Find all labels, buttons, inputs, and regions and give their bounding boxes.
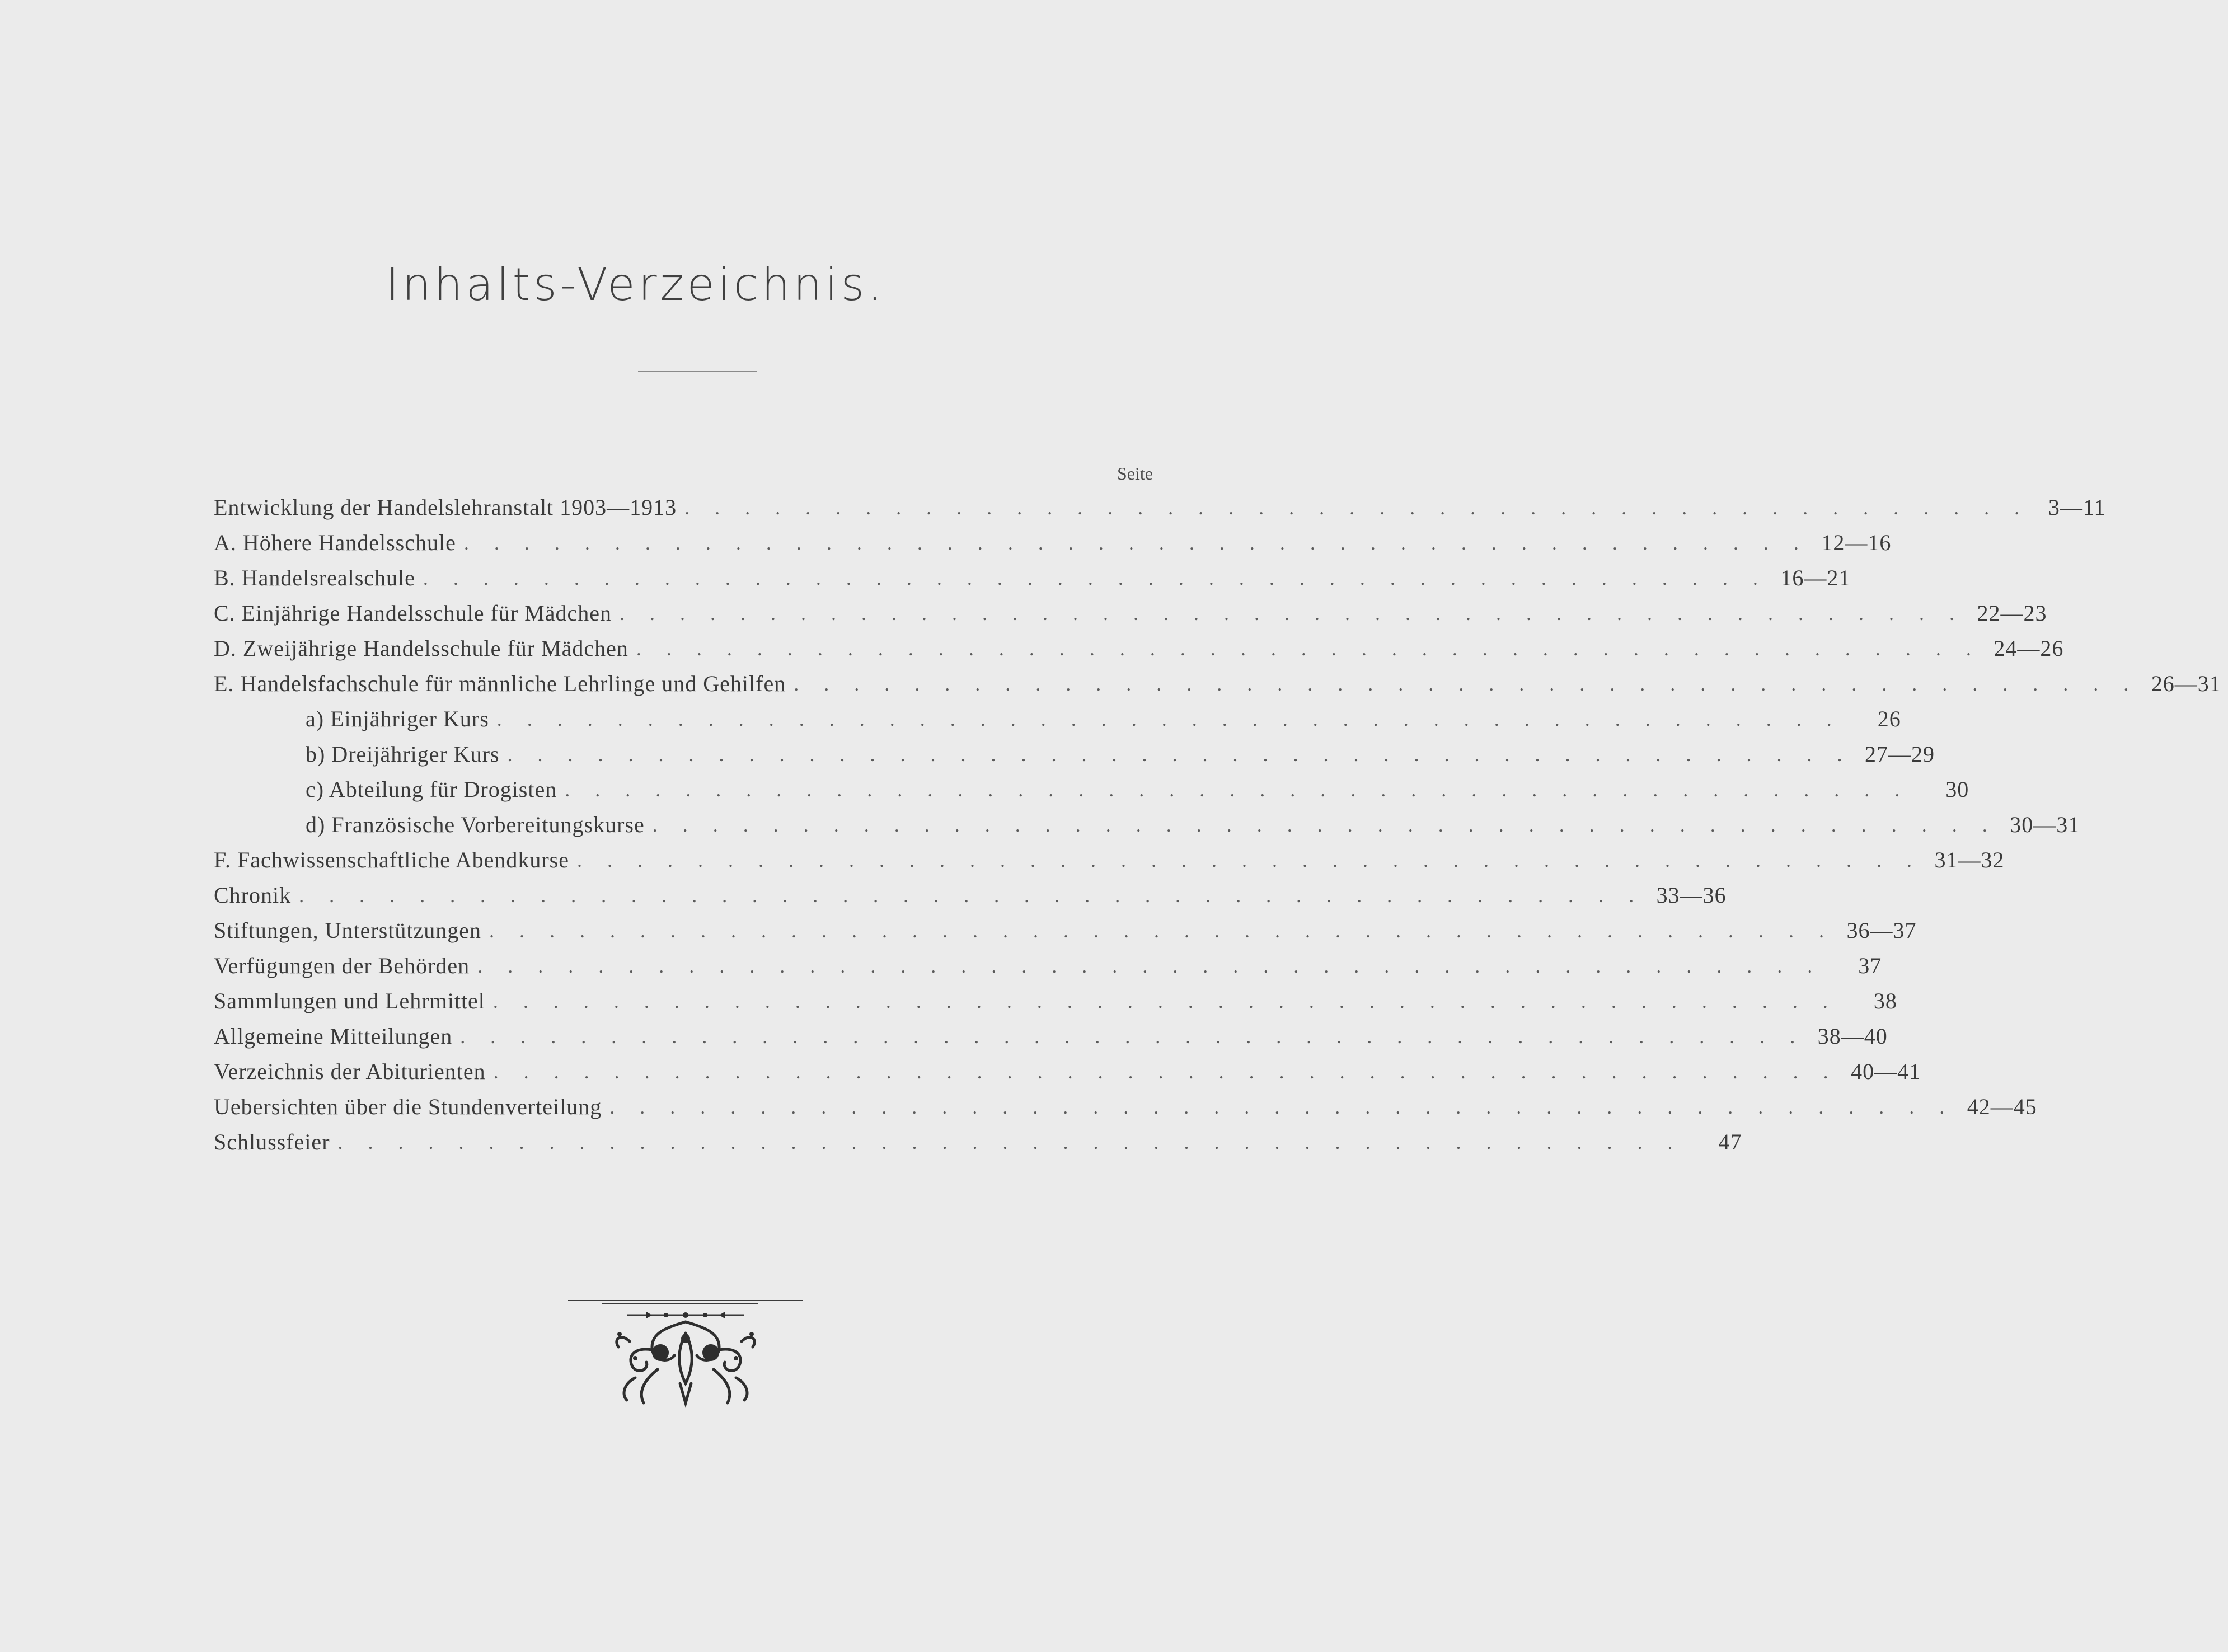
toc-entry — [214, 521, 1892, 556]
floral-ornament-icon — [568, 1299, 803, 1411]
dot-leader: . . . . . . . . . . . . . . . . . . . . . . . . . . . . . . . . . . . . . . . . . . . . . — [684, 496, 2030, 519]
dot-leader: . . . . . . . . . . . . . . . . . . . . . . . . . . . . . . . . . . . . . . . . . . . . . — [299, 884, 1644, 907]
toc-entry-title: c) Abteilung für Drogisten — [306, 777, 557, 802]
toc-entry-title: d) Französische Vorbereitungskurse — [306, 812, 645, 837]
toc-entry-pages: 38—40 — [1817, 1024, 1888, 1049]
dot-leader: . . . . . . . . . . . . . . . . . . . . . . . . . . . . . . . . . . . . . . . . . . . . . — [337, 1131, 1683, 1153]
toc-entry-pages: 31—32 — [1934, 847, 2005, 872]
toc-entry — [214, 733, 1935, 768]
dot-leader: . . . . . . . . . . . . . . . . . . . . . . . . . . . . . . . . . . . . . . . . . . . . . — [652, 814, 1997, 836]
toc-entry-pages: 26 — [1877, 706, 1901, 731]
toc-entry — [214, 944, 1882, 979]
toc-entry — [214, 838, 2005, 874]
toc-entry — [214, 1050, 1921, 1085]
toc-entry-title: Schlussfeier — [214, 1129, 330, 1154]
toc-entry-pages: 22—23 — [1977, 600, 2047, 626]
toc-entry — [214, 627, 2064, 662]
dot-leader: . . . . . . . . . . . . . . . . . . . . . . . . . . . . . . . . . . . . . . . . . . . . . — [493, 1060, 1838, 1083]
dot-leader: . . . . . . . . . . . . . . . . . . . . . . . . . . . . . . . . . . . . . . . . . . . . . — [489, 919, 1835, 942]
toc-entry-pages: 26—31 — [2151, 671, 2221, 696]
page-title: Inhalts-Verzeichnis. — [386, 259, 885, 311]
toc-entry-title: Chronik — [214, 883, 292, 908]
toc-entry — [214, 556, 1851, 592]
toc-entry — [214, 1015, 1888, 1050]
toc-entry-pages: 3—11 — [2048, 495, 2106, 520]
toc-entry-title: Sammlungen und Lehrmittel — [214, 988, 485, 1013]
dot-leader: . . . . . . . . . . . . . . . . . . . . . . . . . . . . . . . . . . . . . . . . . . . . . — [477, 955, 1823, 977]
toc-entry — [214, 1085, 2037, 1120]
toc-entry-title: b) Dreijähriger Kurs — [306, 741, 500, 767]
toc-entry-pages: 24—26 — [1994, 636, 2064, 661]
dot-leader: . . . . . . . . . . . . . . . . . . . . . . . . . . . . . . . . . . . . . . . . . . . . . — [460, 1025, 1805, 1048]
toc-entry — [214, 486, 2106, 521]
toc-entry-title: B. Handelsrealschule — [214, 565, 415, 590]
toc-entry — [214, 592, 2047, 627]
table-of-contents — [214, 486, 2221, 1156]
toc-entry-pages: 40—41 — [1851, 1059, 1921, 1084]
toc-entry — [214, 874, 1727, 909]
toc-entry-pages: 33—36 — [1656, 883, 1727, 908]
toc-entry — [214, 1120, 1742, 1156]
dot-leader: . . . . . . . . . . . . . . . . . . . . . . . . . . . . . . . . . . . . . . . . . . . . . — [620, 602, 1965, 625]
dot-leader: . . . . . . . . . . . . . . . . . . . . . . . . . . . . . . . . . . . . . . . . . . . . . — [463, 532, 1809, 554]
dot-leader: . . . . . . . . . . . . . . . . . . . . . . . . . . . . . . . . . . . . . . . . . . . . . — [636, 637, 1981, 660]
toc-entry-pages: 38 — [1873, 988, 1897, 1013]
toc-entry-pages: 30—31 — [2010, 812, 2080, 837]
toc-entry-title: Allgemeine Mitteilungen — [214, 1024, 453, 1049]
toc-entry-title: F. Fachwissenschaftliche Abendkurse — [214, 847, 569, 872]
toc-entry-title: Uebersichten über die Stundenverteilung — [214, 1094, 602, 1119]
toc-entry-title: a) Einjähriger Kurs — [306, 706, 489, 731]
dot-leader: . . . . . . . . . . . . . . . . . . . . . . . . . . . . . . . . . . . . . . . . . . . . . — [609, 1096, 1955, 1118]
toc-entry-title: Verzeichnis der Abiturienten — [214, 1059, 486, 1084]
dot-leader: . . . . . . . . . . . . . . . . . . . . . . . . . . . . . . . . . . . . . . . . . . . . . — [577, 849, 1922, 871]
toc-entry-pages: 37 — [1858, 953, 1882, 978]
toc-entry — [214, 803, 2080, 838]
toc-entry-title: E. Handelsfachschule für männliche Lehrlinge und Gehilfen — [214, 671, 786, 696]
toc-entry — [214, 697, 1901, 733]
toc-entry — [214, 979, 1897, 1015]
toc-entry-title: Entwicklung der Handelslehranstalt 1903—1913 — [214, 495, 677, 520]
toc-entry-title: Verfügungen der Behörden — [214, 953, 470, 978]
dot-leader: . . . . . . . . . . . . . . . . . . . . . . . . . . . . . . . . . . . . . . . . . . . . . — [496, 708, 1842, 730]
title-divider — [638, 371, 757, 372]
toc-entry-pages: 12—16 — [1821, 530, 1892, 555]
toc-entry — [214, 909, 1917, 944]
toc-entry-title: A. Höhere Handelsschule — [214, 530, 456, 555]
toc-entry-pages: 30 — [1945, 777, 1969, 802]
toc-entry-pages: 47 — [1718, 1129, 1742, 1154]
dot-leader: . . . . . . . . . . . . . . . . . . . . . . . . . . . . . . . . . . . . . . . . . . . . . — [507, 743, 1852, 766]
dot-leader: . . . . . . . . . . . . . . . . . . . . . . . . . . . . . . . . . . . . . . . . . . . . . — [565, 778, 1910, 801]
toc-entry — [214, 662, 2221, 697]
toc-entry-title: Stiftungen, Unterstützungen — [214, 918, 482, 943]
dot-leader: . . . . . . . . . . . . . . . . . . . . . . . . . . . . . . . . . . . . . . . . . . . . . — [423, 567, 1768, 589]
toc-entry-title: C. Einjährige Handelsschule für Mädchen — [214, 600, 612, 626]
dot-leader: . . . . . . . . . . . . . . . . . . . . . . . . . . . . . . . . . . . . . . . . . . . . . — [794, 673, 2139, 695]
toc-entry-pages: 36—37 — [1846, 918, 1917, 943]
dot-leader: . . . . . . . . . . . . . . . . . . . . . . . . . . . . . . . . . . . . . . . . . . . . . — [492, 990, 1838, 1012]
page-column-header: Seite — [1117, 463, 1153, 484]
toc-entry — [214, 768, 1969, 803]
toc-entry-pages: 16—21 — [1780, 565, 1851, 590]
toc-entry-pages: 27—29 — [1865, 741, 1935, 767]
toc-entry-pages: 42—45 — [1967, 1094, 2037, 1119]
toc-entry-title: D. Zweijährige Handelsschule für Mädchen — [214, 636, 628, 661]
